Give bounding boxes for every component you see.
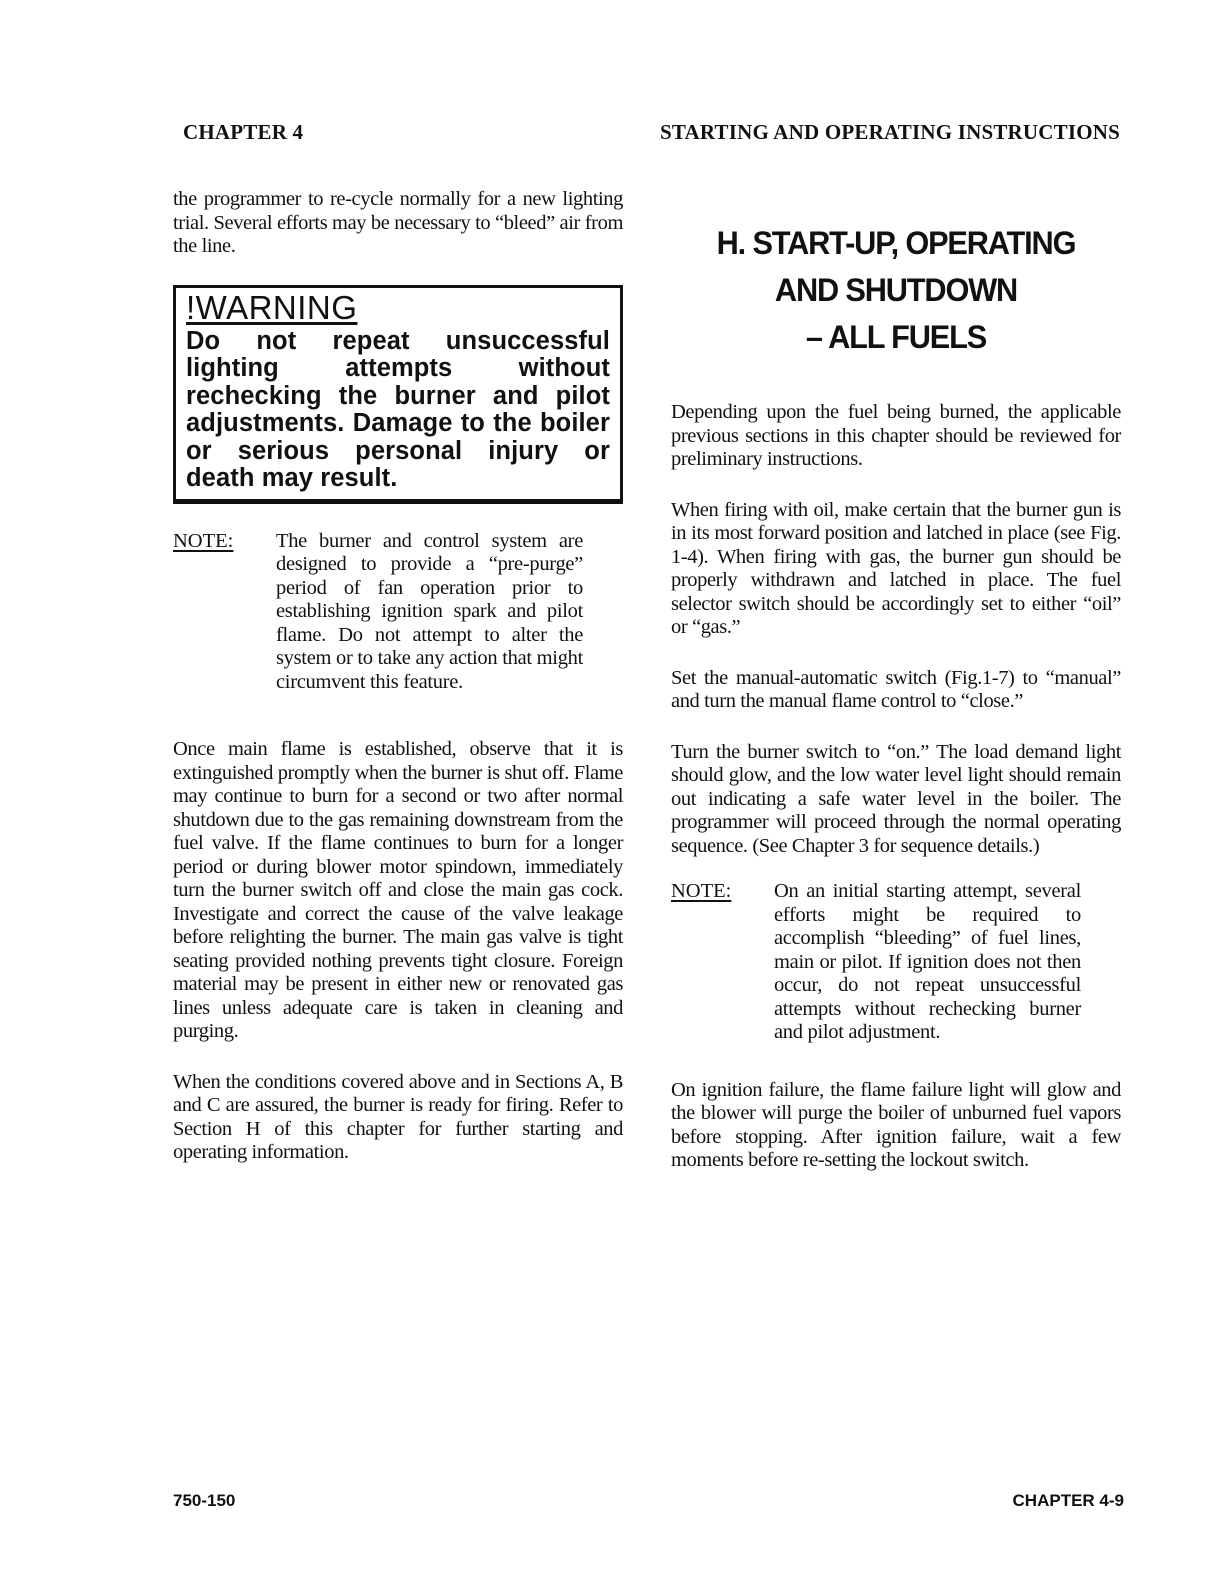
section-heading — [680, 220, 1112, 361]
note-initial-attempt — [671, 880, 1121, 1045]
paragraph-depending: Depending upon the fuel being burned, the applicable previous sections in this chapter should be reviewed for preliminary instructions. — [671, 401, 1121, 470]
note-text: On an initial starting attempt, several efforts might be required to accomplish “bleeding” of fuel lines, main or pilot. If ignition does not then occur, do not repeat unsuccessful attempts without rechecking burner and pilot adjustment. — [774, 880, 1081, 1043]
section-heading-line3: – ALL FUELS — [805, 319, 987, 355]
section-heading-line1: H. START-UP, OPERATING — [716, 225, 1076, 261]
note-prepurge — [173, 530, 623, 695]
right-column — [671, 220, 1121, 1173]
footer-page-number: CHAPTER 4-9 — [1012, 1491, 1124, 1510]
note-label: NOTE: — [173, 529, 234, 552]
paragraph-ignition-failure: On ignition failure, the flame failure light will glow and the blower will purge the boiler of unburned fuel vapors before stopping. After ignition failure, wait a few moments before re-setting the lockout switch. — [671, 1078, 1121, 1171]
section-heading-line2: AND SHUTDOWN — [774, 272, 1018, 308]
warning-box — [173, 285, 623, 504]
warning-title: !WARNING — [186, 288, 358, 326]
left-column — [173, 188, 623, 1165]
paragraph-burner-switch: Turn the burner switch to “on.” The load demand light should glow, and the low water level light should remain out indicating a safe water level in the boiler. The programmer will proceed through the normal operating sequence. (See Chapter 3 for sequence details.) — [671, 740, 1121, 857]
note-label: NOTE: — [671, 880, 732, 902]
running-header-title: STARTING AND OPERATING INSTRUCTIONS — [660, 120, 1120, 144]
warning-body: Do not repeat unsuccessful lighting attempts without rechecking the burner and pilot adjustments. Damage to the boiler or serious personal injury or death may result. — [186, 326, 610, 492]
paragraph-firing: When firing with oil, make certain that the burner gun is in its most forward position and latched in place (see Fig. 1-4). When firing with gas, the burner gun should be properly withdrawn and latched in place. The fuel selector switch should be accordingly set to either “oil” or “gas.” — [671, 498, 1121, 638]
paragraph-conditions: When the conditions covered above and in Sections A, B and C are assured, the burner is ready for firing. Refer to Section H of this chapter for further starting and operating information. — [173, 1070, 623, 1163]
footer-document-number: 750-150 — [173, 1491, 236, 1510]
running-header-chapter: CHAPTER 4 — [183, 120, 304, 144]
note-text: The burner and control system are designed to provide a “pre-purge” period of fan operation prior to establishing ignition spark and pilot flame. Do not attempt to alter the system or to take any action that might circumvent this feature. — [276, 529, 583, 693]
intro-paragraph: the programmer to re-cycle normally for a new lighting trial. Several efforts may be necessary to “bleed” air from the line. — [173, 188, 623, 257]
paragraph-manual: Set the manual-automatic switch (Fig.1-7) to “manual” and turn the manual flame control to “close.” — [671, 666, 1121, 712]
paragraph-main-flame: Once main flame is established, observe that it is extinguished promptly when the burner is shut off. Flame may continue to burn for a second or two after normal shutdown due to the gas remaining downstream from the fuel valve. If the flame continues to burn for a longer period or during blower motor spindown, immediately turn the burner switch off and close the main gas cock. Investigate and correct the cause of the valve leakage before relighting the burner. The main gas valve is tight seating provided nothing prevents tight closure. Foreign material may be present in either new or renovated gas lines unless adequate care is taken in cleaning and purging. — [173, 738, 623, 1042]
